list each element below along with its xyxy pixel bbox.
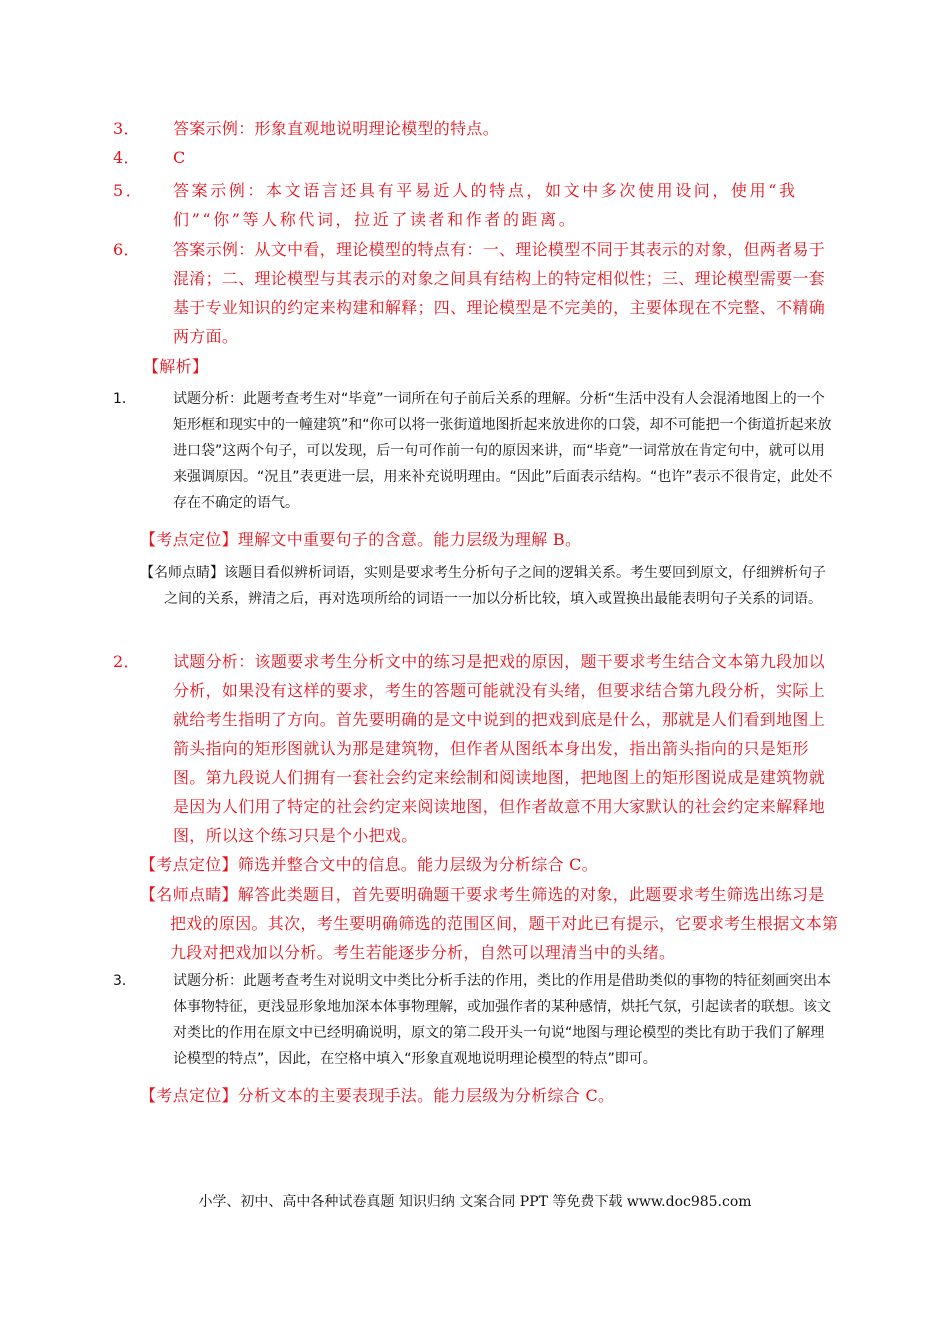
q1-analysis: 1． 试题分析：此题考查考生对“毕竟”一词所在句子前后关系的理解。分析“生活中没有人会混淆地图上的一个矩形框和现实中的一幢建筑”和“你可以将一张街道地图折起来放进你的口袋，却不可能把一个街道折起来放进口袋”这两个句子，可以发现，后一句可作前一句的原因来讲，而“毕竟”一词常放在肯定句中，就可以用来强调原因。“况且”表更进一层，用来补充说明理由。“因此”后面表示结构。“也许”表示不很肯定，此处不存在不确定的语气。 [113, 391, 833, 511]
q1-mingshi: 【名师点睛】该题目看似辨析词语，实则是要求考生分析句子之间的逻辑关系。考生要回到原文，仔细辨析句子之间的关系，辨清之后，再对选项所给的词语一一加以分析比较，填入或置换出最能表明句子关系的词语。 [140, 565, 826, 607]
q2-mingshi: 【名师点睛】解答此类题目，首先要明确题干要求考生筛选的对象，此题要求考生筛选出练习是把戏的原因。其次，考生要明确筛选的范围区间，题干对此已有提示，它要求考生根据文本第九段对把戏加以分析。考生若能逐步分析，自然可以理清当中的头绪。 [140, 885, 839, 962]
analysis-heading: 【解析】 [143, 357, 209, 376]
q3-analysis: 3． 试题分析：此题考查考生对说明文中类比分析手法的作用，类比的作用是借助类似的事物的特征刻画突出本体事物特征，更浅显形象地加深本体事物理解，或加强作者的某种感情，烘托气氛，引起读者的联想。该文对类比的作用在原文中已经明确说明，原文的第二段开头一句说“地图与理论模型的类比有助于我们了解理论模型的特点”，因此，在空格中填入“形象直观地说明理论模型的特点”即可。 [113, 973, 831, 1067]
q3-kaodian: 【考点定位】分析文本的主要表现手法。能力层级为分析综合 C。 [140, 1086, 615, 1105]
answer-5: 5． 答案示例：本文语言还具有平易近人的特点，如文中多次使用设问，使用“我们”“你”等人称代词，拉近了读者和作者的距离。 [113, 181, 798, 229]
answer-3: 3． 答案示例：形象直观地说明理论模型的特点。 [113, 119, 500, 138]
q2-analysis: 2． 试题分析：该题要求考生分析文中的练习是把戏的原因，题干要求考生结合文本第九段加以分析，如果没有这样的要求，考生的答题可能就没有头绪，但要求结合第九段分析，实际上就给考生指明了方向。首先要明确的是文中说到的把戏到底是什么，那就是人们看到地图上箭头指向的矩形图就认为那是建筑物，但作者从图纸本身出发，指出箭头指向的只是矩形图。第九段说人们拥有一套社会约定来绘制和阅读地图，把地图上的矩形图说成是建筑物就是因为人们用了特定的社会约定来阅读地图，但作者故意不用大家默认的社会约定来解释地图，所以这个练习只是个小把戏。 [113, 652, 826, 845]
answer-4: 4． C [113, 148, 186, 167]
q2-kaodian: 【考点定位】筛选并整合文中的信息。能力层级为分析综合 C。 [140, 855, 599, 874]
answer-6: 6． 答案示例：从文中看，理论模型的特点有：一、理论模型不同于其表示的对象，但两者易于混淆；二、理论模型与其表示的对象之间具有结构上的特定相似性；三、理论模型需要一套基于专业知识的约定来构建和解释；四、理论模型是不完美的，主要体现在不完整、不精确两方面。 [113, 240, 826, 346]
page-footer: 小学、初中、高中各种试卷真题 知识归纳 文案合同 PPT 等免费下载 www.doc985.com [198, 1194, 752, 1210]
q1-kaodian: 【考点定位】理解文中重要句子的含意。能力层级为理解 B。 [140, 530, 582, 549]
